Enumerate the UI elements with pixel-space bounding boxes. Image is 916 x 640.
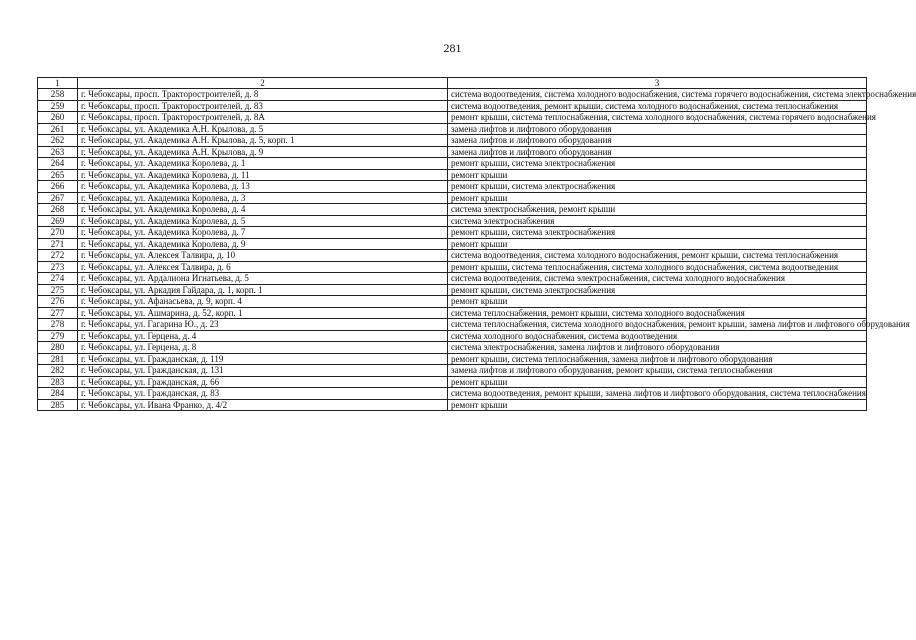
address-cell: г. Чебоксары, ул. Академика Королева, д. 3 <box>78 192 448 204</box>
row-number-cell: 276 <box>38 296 78 308</box>
row-number-cell: 278 <box>38 319 78 331</box>
table-row <box>38 296 867 308</box>
works-cell: замена лифтов и лифтового оборудования <box>448 123 867 135</box>
row-number-cell: 264 <box>38 158 78 170</box>
row-number-cell: 281 <box>38 353 78 365</box>
address-cell: г. Чебоксары, ул. Академика Королева, д. 4 <box>78 204 448 216</box>
table-row <box>38 227 867 239</box>
buildings-table <box>37 77 916 411</box>
table-row <box>38 330 867 342</box>
table-row <box>38 342 867 354</box>
row-number-cell: 274 <box>38 273 78 285</box>
column-header-address: 2 <box>78 78 448 89</box>
row-number-cell: 280 <box>38 342 78 354</box>
table-row <box>38 250 867 262</box>
address-cell: г. Чебоксары, ул. Академика А.Н. Крылова, д. 5, корп. 1 <box>78 135 448 147</box>
table-row <box>38 100 867 112</box>
works-cell: ремонт крыши <box>448 399 867 411</box>
works-cell: система теплоснабжения, система холодного водоснабжения, ремонт крыши, замена лифтов и лифтового оборудования <box>448 319 867 331</box>
address-cell: г. Чебоксары, ул. Герцена, д. 4 <box>78 330 448 342</box>
table-row <box>38 123 867 135</box>
row-number-cell: 261 <box>38 123 78 135</box>
table-row <box>38 307 867 319</box>
table-row <box>38 261 867 273</box>
column-header-number: 1 <box>38 78 78 89</box>
row-number-cell: 285 <box>38 399 78 411</box>
works-cell: ремонт крыши, система теплоснабжения, замена лифтов и лифтового оборудования <box>448 353 867 365</box>
works-cell: ремонт крыши <box>448 238 867 250</box>
works-cell: система водоотведения, система холодного водоснабжения, ремонт крыши, система теплоснабжения <box>448 250 867 262</box>
address-cell: г. Чебоксары, ул. Алексея Талвира, д. 10 <box>78 250 448 262</box>
address-cell: г. Чебоксары, ул. Академика Королева, д. 13 <box>78 181 448 193</box>
works-cell: ремонт крыши <box>448 376 867 388</box>
row-number-cell: 259 <box>38 100 78 112</box>
table-row <box>38 135 867 147</box>
table-row <box>38 146 867 158</box>
table-row <box>38 169 867 181</box>
works-cell: ремонт крыши, система теплоснабжения, система холодного водоснабжения, система водоотведения <box>448 261 867 273</box>
address-cell: г. Чебоксары, просп. Тракторостроителей, д. 8А <box>78 112 448 124</box>
address-cell: г. Чебоксары, ул. Аркадия Гайдара, д. 1, корп. 1 <box>78 284 448 296</box>
works-cell: ремонт крыши, система электроснабжения <box>448 227 867 239</box>
row-number-cell: 277 <box>38 307 78 319</box>
works-cell: система водоотведения, система холодного водоснабжения, система горячего водоснабжения, система электроснабжения <box>448 89 867 101</box>
table-row <box>38 192 867 204</box>
table-row <box>38 238 867 250</box>
address-cell: г. Чебоксары, ул. Гражданская, д. 119 <box>78 353 448 365</box>
address-cell: г. Чебоксары, ул. Гражданская, д. 66 <box>78 376 448 388</box>
table-row <box>38 399 867 411</box>
works-cell: ремонт крыши <box>448 169 867 181</box>
address-cell: г. Чебоксары, ул. Академика А.Н. Крылова, д. 5 <box>78 123 448 135</box>
works-cell: замена лифтов и лифтового оборудования, ремонт крыши, система теплоснабжения <box>448 365 867 377</box>
row-number-cell: 269 <box>38 215 78 227</box>
table-row <box>38 388 867 400</box>
table-body <box>38 89 916 411</box>
works-cell: система теплоснабжения, ремонт крыши, система холодного водоснабжения <box>448 307 867 319</box>
row-number-cell: 270 <box>38 227 78 239</box>
row-number-cell: 265 <box>38 169 78 181</box>
address-cell: г. Чебоксары, ул. Ашмарина, д. 52, корп. 1 <box>78 307 448 319</box>
address-cell: г. Чебоксары, ул. Ивана Франко, д. 4/2 <box>78 399 448 411</box>
row-number-cell: 260 <box>38 112 78 124</box>
address-cell: г. Чебоксары, просп. Тракторостроителей, д. 83 <box>78 100 448 112</box>
table-row <box>38 181 867 193</box>
row-number-cell: 266 <box>38 181 78 193</box>
address-cell: г. Чебоксары, ул. Академика Королева, д. 7 <box>78 227 448 239</box>
address-cell: г. Чебоксары, ул. Академика Королева, д. 1 <box>78 158 448 170</box>
address-cell: г. Чебоксары, ул. Алексея Талвира, д. 6 <box>78 261 448 273</box>
works-cell: ремонт крыши, система электроснабжения <box>448 284 867 296</box>
row-number-cell: 267 <box>38 192 78 204</box>
column-header-works: 3 <box>448 78 867 89</box>
row-number-cell: 282 <box>38 365 78 377</box>
works-cell: ремонт крыши, система электроснабжения <box>448 158 867 170</box>
works-cell: замена лифтов и лифтового оборудования <box>448 146 867 158</box>
address-cell: г. Чебоксары, ул. Гражданская, д. 83 <box>78 388 448 400</box>
page-number: 281 <box>443 41 462 55</box>
address-cell: г. Чебоксары, ул. Академика Королева, д. 9 <box>78 238 448 250</box>
table-row <box>38 158 867 170</box>
row-number-cell: 258 <box>38 89 78 101</box>
address-cell: г. Чебоксары, ул. Афанасьева, д. 9, корп. 4 <box>78 296 448 308</box>
address-cell: г. Чебоксары, ул. Гагарина Ю., д. 23 <box>78 319 448 331</box>
address-cell: г. Чебоксары, ул. Академика Королева, д. 5 <box>78 215 448 227</box>
address-cell: г. Чебоксары, просп. Тракторостроителей, д. 8 <box>78 89 448 101</box>
works-cell: система электроснабжения, замена лифтов и лифтового оборудования <box>448 342 867 354</box>
row-number-cell: 272 <box>38 250 78 262</box>
works-cell: система холодного водоснабжения, система водоотведения <box>448 330 867 342</box>
table-row <box>38 273 867 285</box>
row-number-cell: 271 <box>38 238 78 250</box>
address-cell: г. Чебоксары, ул. Ардалиона Игнатьева, д. 5 <box>78 273 448 285</box>
row-number-cell: 279 <box>38 330 78 342</box>
works-cell: система водоотведения, ремонт крыши, замена лифтов и лифтового оборудования, система теплоснабжения <box>448 388 867 400</box>
works-cell: система водоотведения, система электроснабжения, система холодного водоснабжения <box>448 273 867 285</box>
row-number-cell: 268 <box>38 204 78 216</box>
table-row <box>38 284 867 296</box>
table-row <box>38 112 867 124</box>
address-cell: г. Чебоксары, ул. Герцена, д. 8 <box>78 342 448 354</box>
works-cell: ремонт крыши <box>448 192 867 204</box>
table-row <box>38 365 867 377</box>
works-cell: система электроснабжения <box>448 215 867 227</box>
table-row <box>38 353 867 365</box>
works-cell: система водоотведения, ремонт крыши, система холодного водоснабжения, система теплоснабжения <box>448 100 867 112</box>
table-row <box>38 319 867 331</box>
address-cell: г. Чебоксары, ул. Академика Королева, д. 11 <box>78 169 448 181</box>
works-cell: ремонт крыши, система электроснабжения <box>448 181 867 193</box>
works-cell: замена лифтов и лифтового оборудования <box>448 135 867 147</box>
works-cell: система электроснабжения, ремонт крыши <box>448 204 867 216</box>
row-number-cell: 283 <box>38 376 78 388</box>
table-row <box>38 204 867 216</box>
works-cell: ремонт крыши, система теплоснабжения, система холодного водоснабжения, система горячего водоснабжения <box>448 112 867 124</box>
works-cell: ремонт крыши <box>448 296 867 308</box>
row-number-cell: 262 <box>38 135 78 147</box>
column-number-row <box>38 78 867 89</box>
row-number-cell: 275 <box>38 284 78 296</box>
table-row <box>38 89 867 101</box>
table-row <box>38 215 867 227</box>
row-number-cell: 273 <box>38 261 78 273</box>
table-row <box>38 376 867 388</box>
address-cell: г. Чебоксары, ул. Академика А.Н. Крылова, д. 9 <box>78 146 448 158</box>
row-number-cell: 284 <box>38 388 78 400</box>
address-cell: г. Чебоксары, ул. Гражданская, д. 131 <box>78 365 448 377</box>
row-number-cell: 263 <box>38 146 78 158</box>
